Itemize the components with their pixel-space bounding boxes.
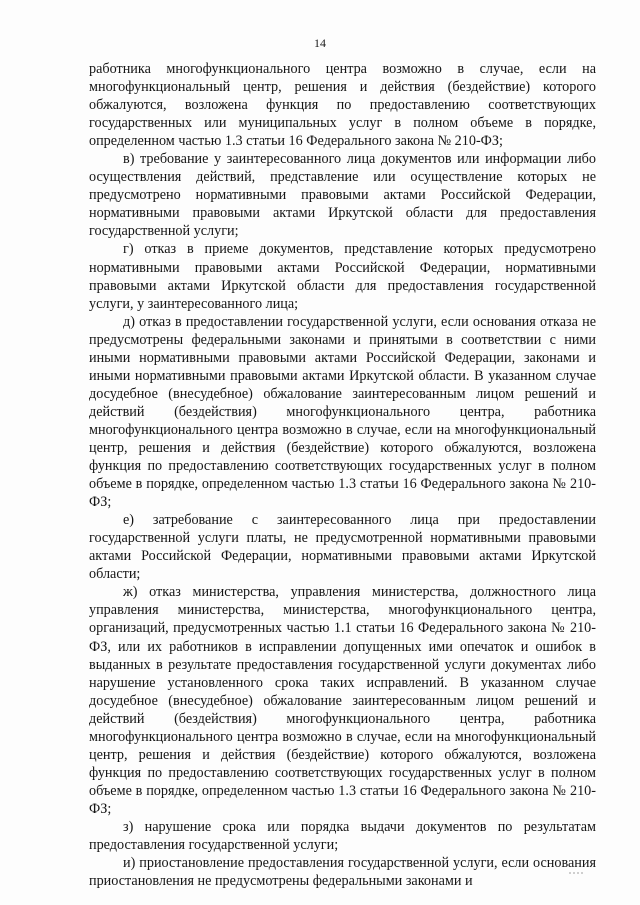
paragraph-item-z: з) нарушение срока или порядка выдачи документов по результатам предоставления государственной услуги; bbox=[89, 818, 596, 854]
paragraph-item-g: г) отказ в приеме документов, представление которых предусмотрено нормативными правовыми актами Российской Федерации, нормативными правовыми актами Иркутской области для предоставления государственной услуги, у заинтересованного лица; bbox=[89, 241, 596, 312]
paragraph-item-d: д) отказ в предоставлении государственной услуги, если основания отказа не предусмотрены федеральными законами и принятыми в соответствии с ними иными нормативными правовыми актами Российской Федерации, законами и иными нормативными правовыми актами Иркутской области. В указанном случае досудебное (внесудебное) обжалование заинтересованным лицом решений и действий (бездействия) многофункционального центра, работника многофункционального центра возможно в случае, если на многофункциональный центр, решения и действия (бездействие) которого обжалуются, возложена функция по предоставлению соответствующих государственных услуг в полном объеме в порядке, определенном частью 1.3 статьи 16 Федерального закона № 210-ФЗ; bbox=[89, 313, 596, 511]
scan-artifact bbox=[568, 868, 592, 880]
document-body bbox=[89, 60, 596, 890]
paragraph-continuation: работника многофункционального центра возможно в случае, если на многофункциональный центр, решения и действия (бездействие) которого обжалуются, возложена функция по предоставлению соответствующих государственных или муниципальных услуг в полном объеме в порядке, определенном частью 1.3 статьи 16 Федерального закона № 210-ФЗ; bbox=[89, 61, 596, 150]
paragraph-item-v: в) требование у заинтересованного лица документов или информации либо осуществления действий, представление или осуществление которых не предусмотрено нормативными правовыми актами Российской Федерации, нормативными правовыми актами Иркутской области для предоставления государственной услуги; bbox=[89, 151, 596, 240]
page-number: 14 bbox=[314, 36, 326, 50]
paragraph-item-e: е) затребование с заинтересованного лица при предоставлении государственной услуги платы, не предусмотренной нормативными правовыми актами Российской Федерации, нормативными правовыми актами Иркутской области; bbox=[89, 512, 596, 583]
paragraph-item-i: и) приостановление предоставления государственной услуги, если основания приостановления не предусмотрены федеральными законами и bbox=[89, 855, 596, 890]
paragraph-item-zh: ж) отказ министерства, управления министерства, должностного лица управления министерства, министерства, многофункционального центра, организаций, предусмотренных частью 1.1 статьи 16 Федерального закона № 210-ФЗ, или их работников в исправлении допущенных ими опечаток и ошибок в выданных в результате предоставления государственной услуги документах либо нарушение установленного срока таких исправлений. В указанном случае досудебное (внесудебное) обжалование заинтересованным лицом решений и действий (бездействия) многофункционального центра, работника многофункционального центра возможно в случае, если на многофункциональный центр, решения и действия (бездействие) которого обжалуются, возложена функция по предоставлению соответствующих государственных услуг в полном объеме в порядке, определенном частью 1.3 статьи 16 Федерального закона № 210-ФЗ; bbox=[89, 584, 596, 817]
